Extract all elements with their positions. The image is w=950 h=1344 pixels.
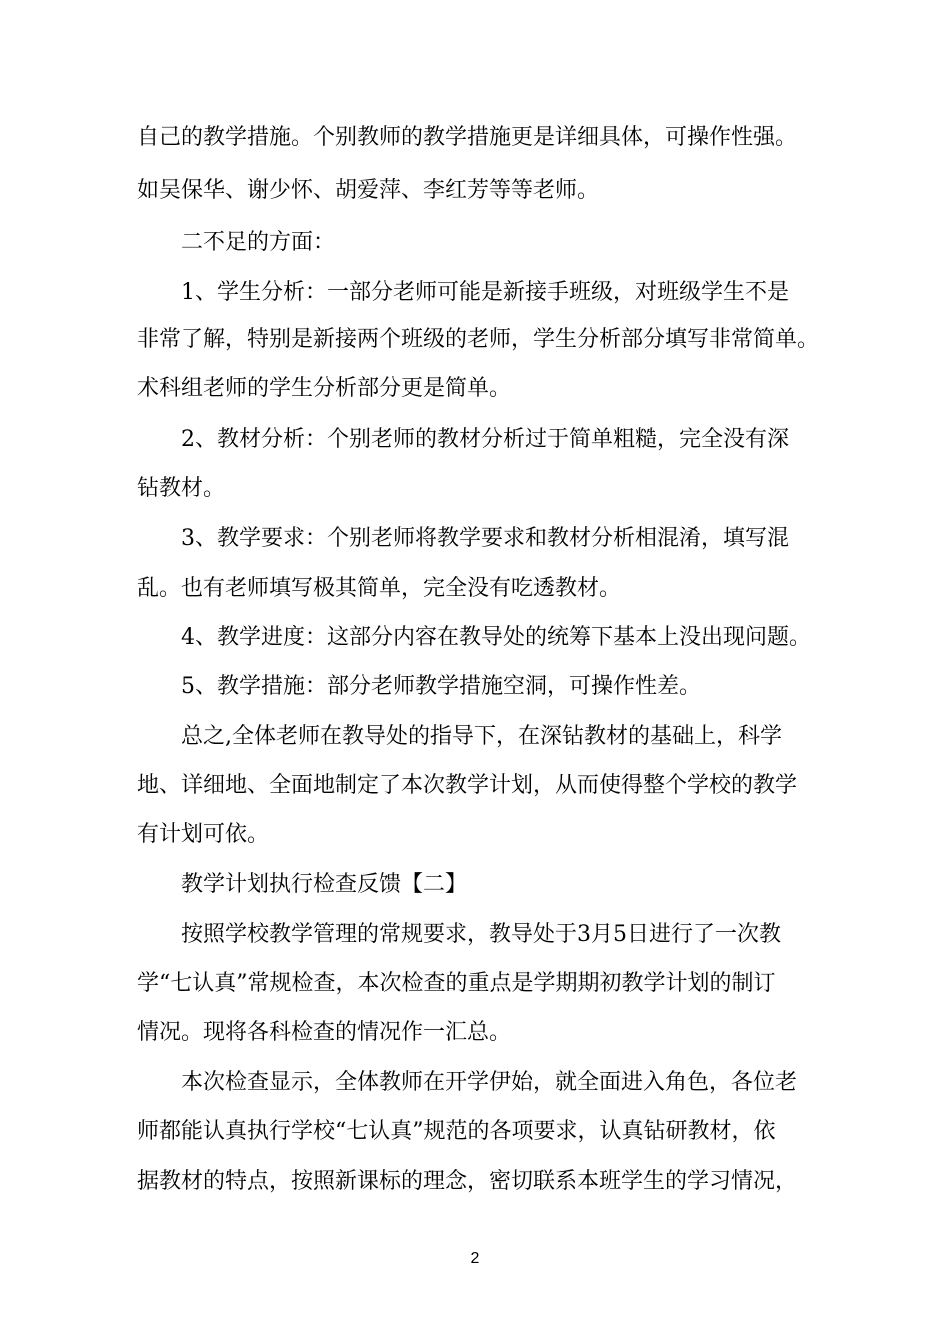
section-heading: 教学计划执行检查反馈【二】 — [181, 872, 468, 897]
paragraph-line: 5、教学措施：部分老师教学措施空洞，可操作性差。 — [181, 674, 701, 699]
paragraph-line: 师都能认真执行学校“七认真”规范的各项要求，认真钻研教材，依 — [137, 1119, 776, 1144]
paragraph-line: 术科组老师的学生分析部分更是简单。 — [137, 376, 512, 401]
paragraph-line: 非常了解，特别是新接两个班级的老师，学生分析部分填写非常简单。 — [137, 327, 820, 352]
paragraph-line: 据教材的特点，按照新课标的理念，密切联系本班学生的学习情况， — [137, 1169, 798, 1194]
paragraph-line: 钻教材。 — [137, 476, 226, 501]
paragraph-line: 乱。也有老师填写极其简单，完全没有吃透教材。 — [137, 576, 622, 601]
paragraph-line: 学“七认真”常规检查，本次检查的重点是学期期初教学计划的制订 — [137, 971, 776, 996]
paragraph-line: 3、教学要求：个别老师将教学要求和教材分析相混淆，填写混 — [181, 526, 789, 551]
paragraph-line: 情况。现将各科检查的情况作一汇总。 — [137, 1020, 512, 1045]
paragraph-line: 总之,全体老师在教导处的指导下，在深钻教材的基础上，科学 — [181, 724, 782, 749]
paragraph-line: 1、学生分析：一部分老师可能是新接手班级，对班级学生不是 — [181, 280, 789, 305]
paragraph-line: 自己的教学措施。个别教师的教学措施更是详细具体，可操作性强。 — [137, 125, 798, 150]
paragraph-line: 有计划可依。 — [137, 822, 270, 847]
section-heading: 二不足的方面： — [181, 230, 336, 255]
paragraph-line: 按照学校教学管理的常规要求，教导处于3月5日进行了一次教 — [181, 922, 781, 947]
paragraph-line: 如吴保华、谢少怀、胡爱萍、李红芳等等老师。 — [137, 178, 600, 203]
paragraph-line: 4、教学进度：这部分内容在教导处的统筹下基本上没出现问题。 — [181, 625, 811, 650]
paragraph-line: 地、详细地、全面地制定了本次教学计划，从而使得整个学校的教学 — [137, 773, 798, 798]
paragraph-line: 2、教材分析：个别老师的教材分析过于简单粗糙，完全没有深 — [181, 427, 789, 452]
page-number: 2 — [470, 1250, 480, 1267]
paragraph-line: 本次检查显示，全体教师在开学伊始，就全面进入角色，各位老 — [181, 1070, 798, 1095]
